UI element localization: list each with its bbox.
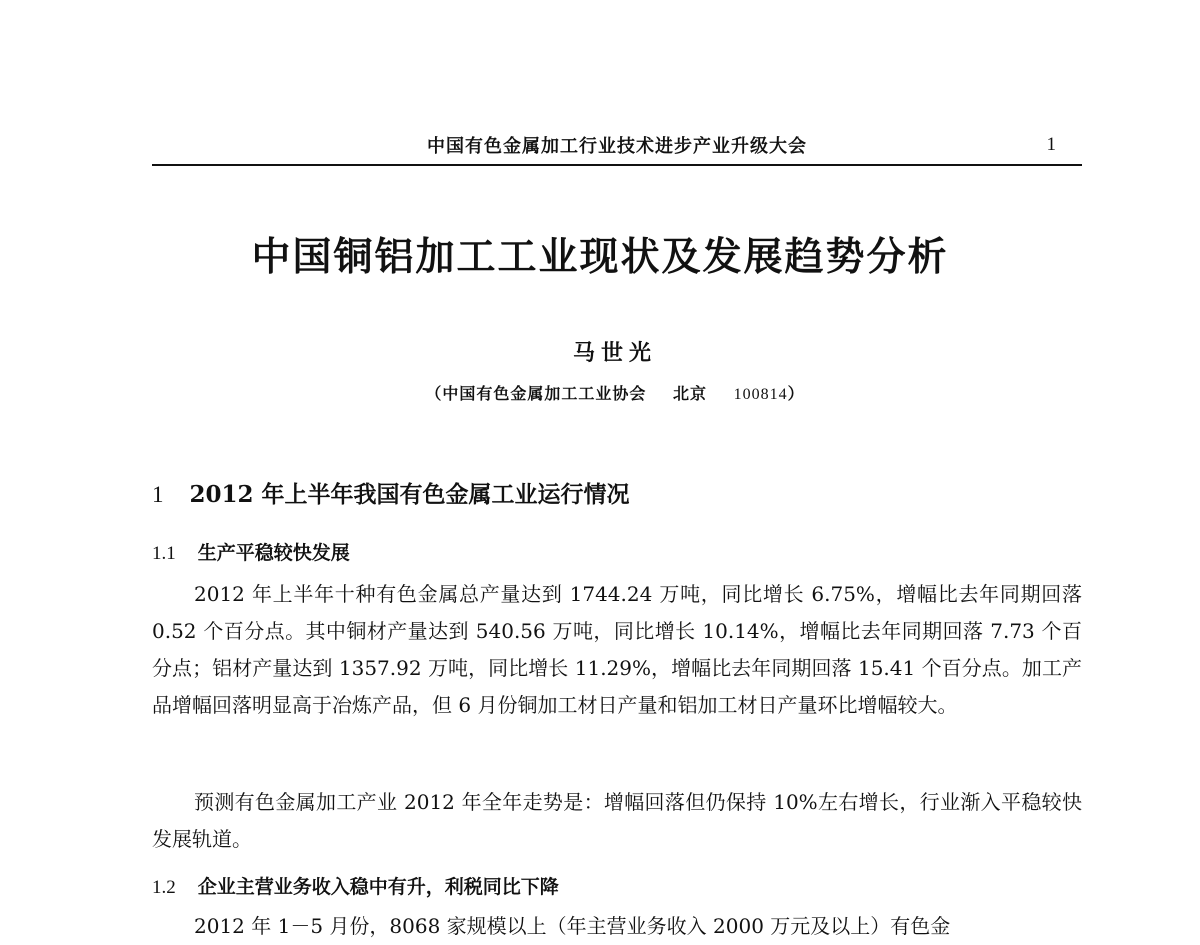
author-name: 马世光	[572, 340, 657, 366]
affiliation-open-paren: （	[425, 384, 443, 403]
body-paragraph: 2012 年 1－5 月份，8068 家规模以上（年主营业务收入 2000 万元及以上）有色金	[194, 914, 951, 938]
section-heading-1-2	[152, 872, 559, 899]
section-number: 1	[152, 482, 164, 507]
section-heading-1	[152, 476, 630, 509]
section-title: 企业主营业务收入稳中有升，利税同比下降	[197, 876, 559, 898]
paper-title: 中国铜铝加工工业现状及发展趋势分析	[251, 234, 949, 280]
section-number: 1.1	[152, 543, 176, 564]
section-heading-1-1	[152, 538, 350, 565]
affiliation-close-paren: ）	[787, 384, 805, 403]
affiliation-postcode: 100814	[733, 386, 788, 403]
author-affiliation	[0, 381, 1200, 404]
section-title: 生产平稳较快发展	[197, 542, 350, 564]
section-title: 2012 年上半年我国有色金属工业运行情况	[189, 481, 630, 508]
affiliation-city: 北京	[673, 384, 708, 403]
body-paragraph: 2012 年上半年十种有色金属总产量达到 1744.24 万吨，同比增长 6.75%，增幅比去年同期回落 0.52 个百分点。其中铜材产量达到 540.56 万吨，同比增长 10.14%，增幅比去年同期回落 7.73 个百分点；铝材产量达到 1357.92 万吨，同比增长 11.29%，增幅比去年同期回落 15.41 个百分点。加工产品增幅回落明显高于冶炼产品，但 6 月份铜加工材日产量和铝加工材日产量环比增幅较大。	[152, 582, 1082, 717]
affiliation-org: 中国有色金属加工工业协会	[442, 384, 647, 403]
section-number: 1.2	[152, 877, 176, 898]
page-number: 1	[1046, 134, 1056, 155]
running-header	[152, 128, 1082, 166]
conference-title: 中国有色金属加工行业技术进步产业升级大会	[427, 136, 807, 157]
body-paragraph: 预测有色金属加工产业 2012 年全年走势是：增幅回落但仍保持 10%左右增长，行业渐入平稳较快发展轨道。	[152, 790, 1082, 851]
